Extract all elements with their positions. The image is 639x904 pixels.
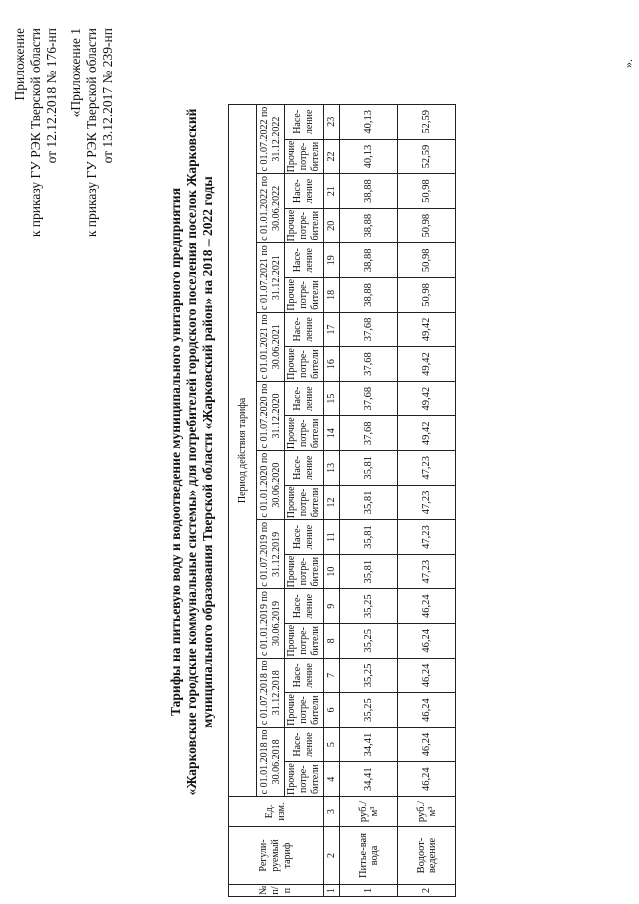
row-tariff-name: Водоот-ведение [398, 827, 456, 885]
appendix-line: Приложение [12, 28, 27, 101]
tariff-value: 46,24 [398, 658, 456, 693]
tariff-value: 46,24 [398, 624, 456, 659]
period-header: с 01.07.2022 по 31.12.2022 [257, 104, 285, 173]
appendix-line: «Приложение 1 [68, 28, 83, 118]
tariff-value: 38,88 [340, 278, 398, 313]
column-number: 22 [324, 139, 340, 174]
category-other: Прочие потре-бители [285, 485, 324, 520]
tariff-value: 35,25 [340, 693, 398, 728]
column-number: 10 [324, 554, 340, 589]
tariff-value: 47,23 [398, 451, 456, 486]
tariff-value: 37,68 [340, 312, 398, 347]
category-other: Прочие потре-бители [285, 762, 324, 797]
period-header: с 01.01.2021 по 30.06.2021 [257, 312, 285, 381]
tariff-value: 35,25 [340, 658, 398, 693]
category-other: Прочие потре-бители [285, 347, 324, 382]
tariff-value: 35,25 [340, 624, 398, 659]
category-other: Прочие потре-бители [285, 693, 324, 728]
appendix-line: к приказу ГУ РЭК Тверской области [84, 28, 99, 238]
tariff-value: 46,24 [398, 589, 456, 624]
closing-quote: ». [621, 59, 635, 68]
title-line: «Жарковские городские коммунальные системы» для потребителей городского поселения поселок Жарковский [184, 108, 199, 796]
category-population: Насе-ление [285, 174, 324, 209]
row-number: 1 [340, 885, 398, 897]
column-number: 13 [324, 451, 340, 486]
header-period: Период действия тарифа [229, 104, 257, 796]
period-header: с 01.01.2019 по 30.06.2019 [257, 589, 285, 658]
period-header: с 01.07.2020 по 31.12.2020 [257, 381, 285, 450]
tariff-value: 46,24 [398, 693, 456, 728]
column-number: 16 [324, 347, 340, 382]
tariff-value: 47,23 [398, 485, 456, 520]
column-number: 6 [324, 693, 340, 728]
column-number: 1 [324, 885, 340, 897]
tariff-value: 50,98 [398, 278, 456, 313]
tariff-value: 50,98 [398, 243, 456, 278]
period-header: с 01.01.2020 по 30.06.2020 [257, 451, 285, 520]
row-number: 2 [398, 885, 456, 897]
tariff-value: 38,88 [340, 174, 398, 209]
title-line: муниципального образования Тверской области «Жарковский район» на 2018 – 2022 годы [200, 176, 215, 728]
category-other: Прочие потре-бители [285, 416, 324, 451]
tariff-value: 49,42 [398, 312, 456, 347]
tariff-value: 38,88 [340, 243, 398, 278]
tariff-value: 38,88 [340, 208, 398, 243]
column-number: 15 [324, 381, 340, 416]
period-header: с 01.07.2021 по 31.12.2021 [257, 243, 285, 312]
table-row [340, 104, 398, 896]
appendix-line: от 13.12.2017 № 239-нп [100, 28, 115, 164]
tariff-value: 35,81 [340, 485, 398, 520]
column-number: 7 [324, 658, 340, 693]
period-header: с 01.07.2019 по 31.12.2019 [257, 520, 285, 589]
tariff-value: 52,59 [398, 104, 456, 139]
table-row [398, 104, 456, 896]
column-number: 19 [324, 243, 340, 278]
category-population: Насе-ление [285, 381, 324, 416]
tariff-value: 35,81 [340, 520, 398, 555]
tariff-table [228, 104, 456, 897]
category-population: Насе-ление [285, 589, 324, 624]
category-population: Насе-ление [285, 104, 324, 139]
column-number: 20 [324, 208, 340, 243]
tariff-value: 34,41 [340, 727, 398, 762]
period-header: с 01.01.2022 по 30.06.2022 [257, 174, 285, 243]
category-other: Прочие потре-бители [285, 554, 324, 589]
tariff-value: 50,98 [398, 174, 456, 209]
tariff-value: 50,98 [398, 208, 456, 243]
category-population: Насе-ление [285, 312, 324, 347]
column-number: 5 [324, 727, 340, 762]
column-number: 2 [324, 827, 340, 885]
row-unit: руб./м³ [398, 797, 456, 827]
column-number: 11 [324, 520, 340, 555]
category-population: Насе-ление [285, 451, 324, 486]
tariff-value: 52,59 [398, 139, 456, 174]
tariff-value: 34,41 [340, 762, 398, 797]
header-unit: Ед. изм. [229, 797, 324, 827]
title-line: Тарифы на питьевую воду и водоотведение муниципального унитарного предприятия [168, 188, 183, 716]
tariff-value: 47,23 [398, 520, 456, 555]
tariff-value: 47,23 [398, 554, 456, 589]
period-header: с 01.01.2018 по 30.06.2018 [257, 727, 285, 796]
column-number: 3 [324, 797, 340, 827]
category-other: Прочие потре-бители [285, 278, 324, 313]
category-population: Насе-ление [285, 658, 324, 693]
tariff-value: 46,24 [398, 762, 456, 797]
column-number: 4 [324, 762, 340, 797]
row-unit: руб./м³ [340, 797, 398, 827]
column-number: 21 [324, 174, 340, 209]
appendix-line: от 12.12.2018 № 176-нп [44, 28, 59, 164]
tariff-value: 49,42 [398, 416, 456, 451]
column-number: 8 [324, 624, 340, 659]
column-number: 12 [324, 485, 340, 520]
row-tariff-name: Питье-вая вода [340, 827, 398, 885]
tariff-value: 35,25 [340, 589, 398, 624]
tariff-value: 46,24 [398, 727, 456, 762]
tariff-value: 40,13 [340, 104, 398, 139]
appendix-line: к приказу ГУ РЭК Тверской области [28, 28, 43, 238]
column-number: 23 [324, 104, 340, 139]
column-number: 17 [324, 312, 340, 347]
appendix-header [12, 28, 116, 237]
period-header: с 01.07.2018 по 31.12.2018 [257, 658, 285, 727]
category-population: Насе-ление [285, 727, 324, 762]
tariff-value: 37,68 [340, 347, 398, 382]
category-other: Прочие потре-бители [285, 624, 324, 659]
column-number: 9 [324, 589, 340, 624]
header-num: № п/п [229, 885, 324, 897]
tariff-value: 35,81 [340, 451, 398, 486]
tariff-value: 35,81 [340, 554, 398, 589]
tariff-value: 49,42 [398, 347, 456, 382]
category-population: Насе-ление [285, 520, 324, 555]
header-tariff: Регули-руемый тариф [229, 827, 324, 885]
category-other: Прочие потре-бители [285, 208, 324, 243]
tariff-value: 37,68 [340, 416, 398, 451]
document-title [168, 0, 216, 904]
category-other: Прочие потре-бители [285, 139, 324, 174]
column-number: 18 [324, 278, 340, 313]
column-number: 14 [324, 416, 340, 451]
tariff-value: 37,68 [340, 381, 398, 416]
tariff-value: 40,13 [340, 139, 398, 174]
tariff-value: 49,42 [398, 381, 456, 416]
category-population: Насе-ление [285, 243, 324, 278]
